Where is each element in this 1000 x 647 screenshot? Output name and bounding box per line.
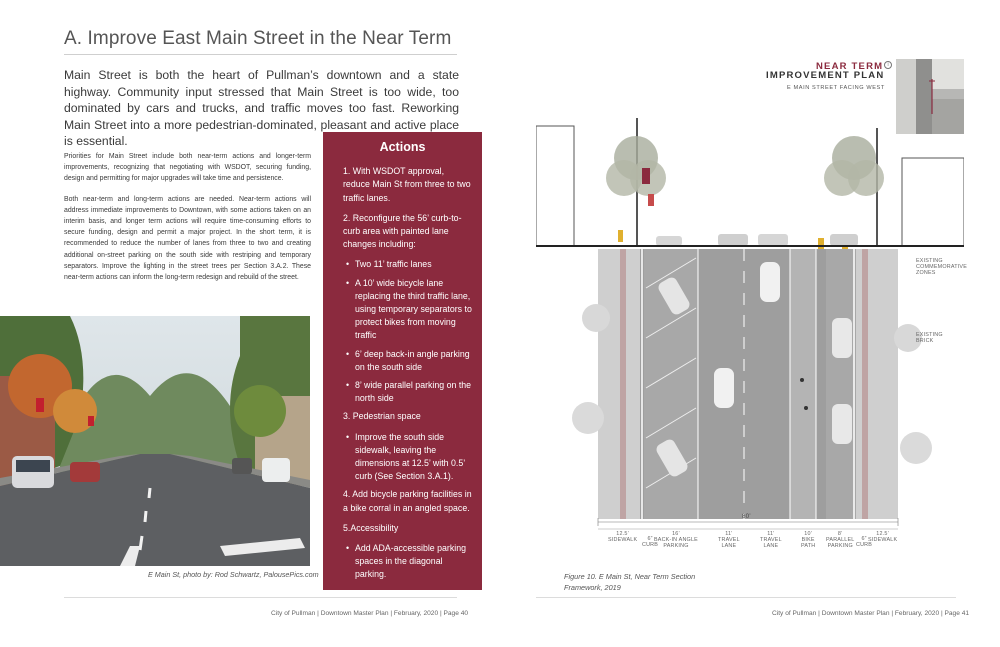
figure-caption — [564, 571, 695, 593]
plan-subheading: E MAIN STREET FACING WEST — [787, 85, 885, 91]
actions-panel — [323, 132, 482, 590]
action-item-3: 3. Pedestrian space — [343, 411, 421, 422]
plan-heading-line1: NEAR TERM — [816, 61, 884, 72]
dim-value: 10’ — [804, 531, 813, 537]
dim-label: SIDEWALK — [868, 537, 898, 544]
street-plan-diagram — [536, 118, 968, 558]
body-paragraph-1: Priorities for Main Street include both near-term actions and longer-term improvements, recognizing that negotiating with WSDOT, securing funding, design and permitting for major upgrades will take time and persistence. — [64, 153, 311, 183]
dim-bike-path — [801, 531, 815, 550]
action-item-2-bullet: • 8’ wide parallel parking on the north side — [344, 379, 472, 405]
dim-parallel-parking — [826, 531, 854, 550]
caption-line-2: Framework, 2019 — [564, 583, 621, 592]
dim-label: BIKE PATH — [801, 537, 816, 550]
lead-paragraph: Main Street is both the heart of Pullman’s downtown and a state highway. Community input stressed that Main Street is too wide, too dominated by cars and trucks, and traffic moves too fast. Reworking Main Street into a more pedestrian-dominated, pleasant and active place is essential. — [64, 68, 459, 148]
body-paragraph-2: Both near-term and long-term actions are needed. Near-term actions will address immediate improvements to Downtown, with some actions taken on an interim basis, and longer term actions will require time-consuming efforts to secure funding, design and permit a major project. In the short term, it is recommended to reduce the number of lanes from three to two and creating additional on-street parking on the south side with restriping and temporary separators. Improve the lighting in the street trees per Section 3.A.2. These near-term actions can inform the long-term redesign and rebuild of the street. — [64, 195, 311, 282]
footer-divider-left — [64, 597, 457, 598]
photo-credit: E Main St, photo by: Rod Schwartz, PalousePics.com — [148, 570, 319, 579]
footer-left: City of Pullman | Downtown Master Plan | February, 2020 | Page 40 — [271, 610, 469, 617]
dim-sidewalk-south — [608, 531, 637, 543]
street-photo — [0, 316, 310, 566]
dim-value: 12.5’ — [876, 531, 889, 537]
body-text — [64, 151, 311, 292]
action-item-2-bullet: • Two 11’ traffic lanes — [344, 258, 472, 271]
footer-right: City of Pullman | Downtown Master Plan | February, 2020 | Page 41 — [772, 610, 970, 617]
dim-label: BACK-IN ANGLE PARKING — [654, 537, 698, 550]
action-item-2-bullet: • A 10’ wide bicycle lane replacing the third traffic lane, using temporary separators to protect bikes from moving traffic — [344, 277, 472, 343]
info-icon: i — [884, 61, 892, 69]
action-item-5: 5.Accessibility — [343, 522, 399, 533]
dim-label: TRAVEL LANE — [718, 537, 740, 550]
page-title: A. Improve East Main Street in the Near Term — [64, 28, 452, 49]
total-width-dimension: 80’ — [742, 513, 751, 520]
action-item-2-bullet: • 6’ deep back-in angle parking on the south side — [344, 348, 472, 374]
dim-label: PARALLEL PARKING — [826, 537, 855, 550]
action-item-1: 1. With WSDOT approval, reduce Main St from three to two traffic lanes. — [343, 166, 471, 203]
footer-divider-right — [536, 597, 956, 598]
label-existing-brick: EXISTING BRICK — [916, 332, 943, 345]
dim-label: CURB — [856, 542, 873, 549]
caption-line-1: Figure 10. E Main St, Near Term Section — [564, 572, 696, 581]
action-item-4: 4. Add bicycle parking facilities in a bike corral in an angled space. — [343, 489, 472, 513]
dim-value: 6” — [861, 536, 867, 542]
action-item-3-bullet: • Improve the south side sidewalk, leaving the dimensions at 12.5’ with 0.5’ curb (See Section 3.A.1). — [344, 431, 472, 484]
dim-angle-parking — [654, 531, 698, 550]
dim-label: CURB — [642, 542, 659, 549]
dim-value: 16’ — [672, 531, 680, 537]
actions-heading: Actions — [379, 140, 426, 154]
dim-travel-lane-2 — [760, 531, 782, 550]
title-divider — [64, 54, 457, 55]
dim-value: 12.5’ — [616, 531, 629, 537]
dim-value: 11’ — [767, 531, 775, 537]
action-item-5-bullet: • Add ADA-accessible parking spaces in the diagonal parking. — [344, 542, 472, 582]
plan-heading-line2: IMPROVEMENT PLAN — [766, 70, 885, 81]
action-item-2: 2. Reconfigure the 56’ curb-to-curb area with painted lane changes including: — [343, 212, 462, 250]
dim-label: SIDEWALK — [608, 537, 638, 544]
dim-value: 11’ — [725, 531, 733, 537]
dim-travel-lane-1 — [718, 531, 740, 550]
dim-value: 8’ — [837, 531, 843, 537]
label-commemorative-zones: EXISTING COMMEMORATIVE ZONES — [916, 258, 968, 277]
dim-value: 6” — [647, 536, 653, 542]
dim-label: TRAVEL LANE — [760, 537, 782, 550]
dim-sidewalk-north — [868, 531, 897, 543]
